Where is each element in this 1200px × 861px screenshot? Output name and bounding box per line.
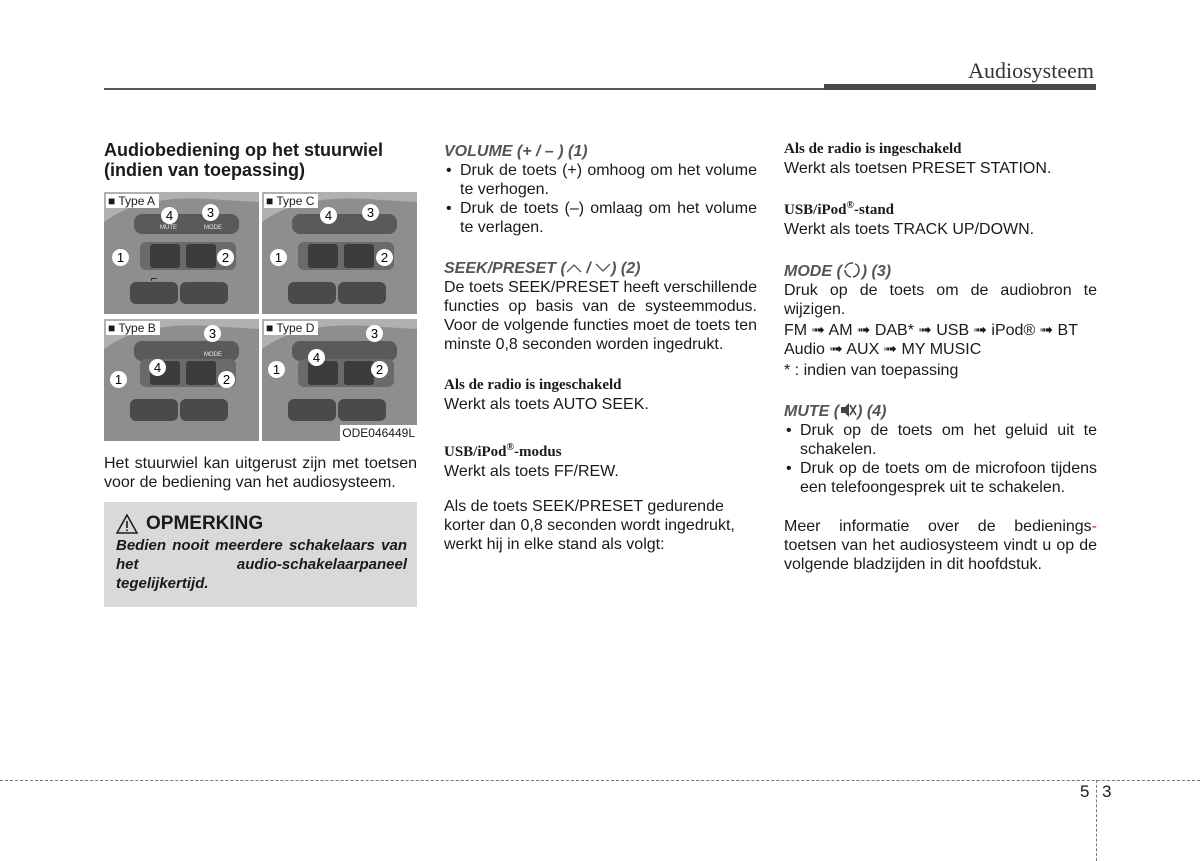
callout-4: 4 [161, 207, 178, 224]
header-rule [104, 88, 824, 90]
mute-heading-pre: MUTE ( [784, 403, 840, 420]
wheel-buttons-drawing-b [104, 319, 259, 441]
note-title-text: OPMERKING [146, 513, 264, 534]
mode-sequence-1: FM ➟ AM ➟ DAB* ➟ USB ➟ iPod® ➟ BT [784, 322, 1078, 339]
note-title [116, 512, 407, 536]
seek-heading [444, 259, 757, 278]
registered-mark: ® [506, 442, 515, 453]
seek-heading-pre: SEEK/PRESET ( [444, 260, 566, 277]
type-label: ■ Type C [264, 194, 318, 208]
usb-heading [784, 196, 1097, 220]
volume-list [444, 161, 757, 237]
section-number: 5 [1080, 782, 1090, 801]
more-info-text [784, 517, 1097, 574]
type-label: ■ Type A [106, 194, 159, 208]
header-bar [824, 84, 1096, 90]
mode-text: Druk op de toets om de audiobron te wijzigen. [784, 282, 1097, 318]
more-info-hyphen: - [1091, 518, 1097, 535]
callout-2: 2 [371, 361, 388, 378]
column-2 [444, 142, 757, 554]
footer-rule [0, 780, 1200, 781]
column-3 [784, 140, 1097, 574]
callout-1: 1 [112, 249, 129, 266]
callout-4: 4 [308, 349, 325, 366]
figure-code: ODE046449L [342, 426, 415, 440]
mute-icon [839, 402, 857, 418]
usb-heading-post: -stand [854, 202, 895, 218]
intro-text: Het stuurwiel kan uitgerust zijn met toetsen voor de bediening van het audiosysteem. [104, 455, 417, 491]
type-label: ■ Type B [106, 321, 160, 335]
mode-sequence-2: Audio ➟ AUX ➟ MY MUSIC [784, 341, 982, 358]
callout-3: 3 [366, 325, 383, 342]
seek-heading-post: ) (2) [611, 260, 641, 277]
usb-text: Werkt als toets FF/REW. [444, 463, 619, 480]
usb-heading [444, 438, 757, 462]
footer-divider [1096, 780, 1097, 861]
radio-heading: Als de radio is ingeschakeld [444, 377, 622, 393]
registered-mark: ® [846, 200, 855, 211]
callout-4: 4 [320, 207, 337, 224]
mode-footnote: * : indien van toepassing [784, 362, 959, 379]
callout-1: 1 [270, 249, 287, 266]
more-info-post: toetsen van het audiosysteem vindt u op de volgende bladzijden in dit hoofdstuk. [784, 537, 1097, 573]
mode-heading-post: ) (3) [861, 263, 892, 280]
seek-heading-sep: / [581, 260, 596, 277]
steering-wheel-figure [104, 192, 417, 442]
note-text: Bedien nooit meerdere schakelaars van het audio-schakelaarpaneel tegelijkertijd. [116, 537, 407, 592]
section-title: Audiobediening op het stuurwiel (indien van toepassing) [104, 140, 383, 180]
callout-3: 3 [202, 204, 219, 221]
callout-1: 1 [110, 371, 127, 388]
list-item: • Druk op de toets om de microfoon tijdens een telefoongesprek uit te schakelen. [784, 459, 1097, 497]
running-header: Audiosysteem [968, 58, 1094, 83]
mode-heading-pre: MODE ( [784, 263, 842, 280]
warning-icon [116, 514, 138, 534]
usb-text: Werkt als toets TRACK UP/DOWN. [784, 221, 1035, 238]
list-item: • Druk de toets (+) omhoog om het volume te verhogen. [444, 161, 757, 199]
wheel-buttons-drawing-d [262, 319, 417, 441]
callout-2: 2 [217, 249, 234, 266]
mode-cycle-icon [842, 261, 862, 279]
type-label: ■ Type D [264, 321, 318, 335]
usb-heading-pre: USB/iPod [444, 444, 507, 460]
note-box [104, 502, 417, 607]
callout-4: 4 [149, 359, 166, 376]
usb-heading-post: -modus [514, 444, 562, 460]
panel-type-b [104, 319, 259, 441]
seek-text: De toets SEEK/PRESET heeft verschillende functies op basis van de systeemmodus. Voor de volgende functies moet de toets ten minste 0,8 seconden worden ingedrukt. [444, 279, 757, 353]
panel-type-c [262, 192, 417, 314]
callout-1: 1 [268, 361, 285, 378]
callout-2: 2 [376, 249, 393, 266]
usb-heading-pre: USB/iPod [784, 202, 847, 218]
radio-text: Werkt als toets AUTO SEEK. [444, 396, 649, 413]
callout-3: 3 [362, 204, 379, 221]
mode-label: MODE [204, 225, 222, 231]
svg-text:⌐: ⌐ [150, 275, 158, 285]
panel-type-a [104, 192, 259, 314]
list-item: • Druk op de toets om het geluid uit te schakelen. [784, 421, 1097, 459]
mode-label: MODE [204, 352, 222, 358]
mute-list [784, 421, 1097, 497]
radio-text: Werkt als toetsen PRESET STATION. [784, 160, 1052, 177]
hold-text: Als de toets SEEK/PRESET gedurende korter dan 0,8 seconden wordt ingedrukt, werkt hij in elke stand als volgt: [444, 498, 735, 553]
mute-heading-post: ) (4) [857, 403, 887, 420]
chevron-down-icon [595, 263, 611, 273]
callout-3: 3 [204, 325, 221, 342]
volume-heading: VOLUME (+ / – ) (1) [444, 143, 588, 160]
mute-heading [784, 402, 1097, 421]
panel-type-d [262, 319, 417, 441]
mute-label: MUTE [160, 225, 177, 231]
mode-heading [784, 261, 1097, 281]
more-info-pre: Meer informatie over de bedienings [784, 518, 1092, 535]
radio-heading: Als de radio is ingeschakeld [784, 141, 962, 157]
page-number: 3 [1102, 782, 1112, 801]
list-item: • Druk de toets (–) omlaag om het volume te verlagen. [444, 199, 757, 237]
callout-2: 2 [218, 371, 235, 388]
chevron-up-icon [566, 263, 582, 273]
column-1 [104, 140, 417, 607]
